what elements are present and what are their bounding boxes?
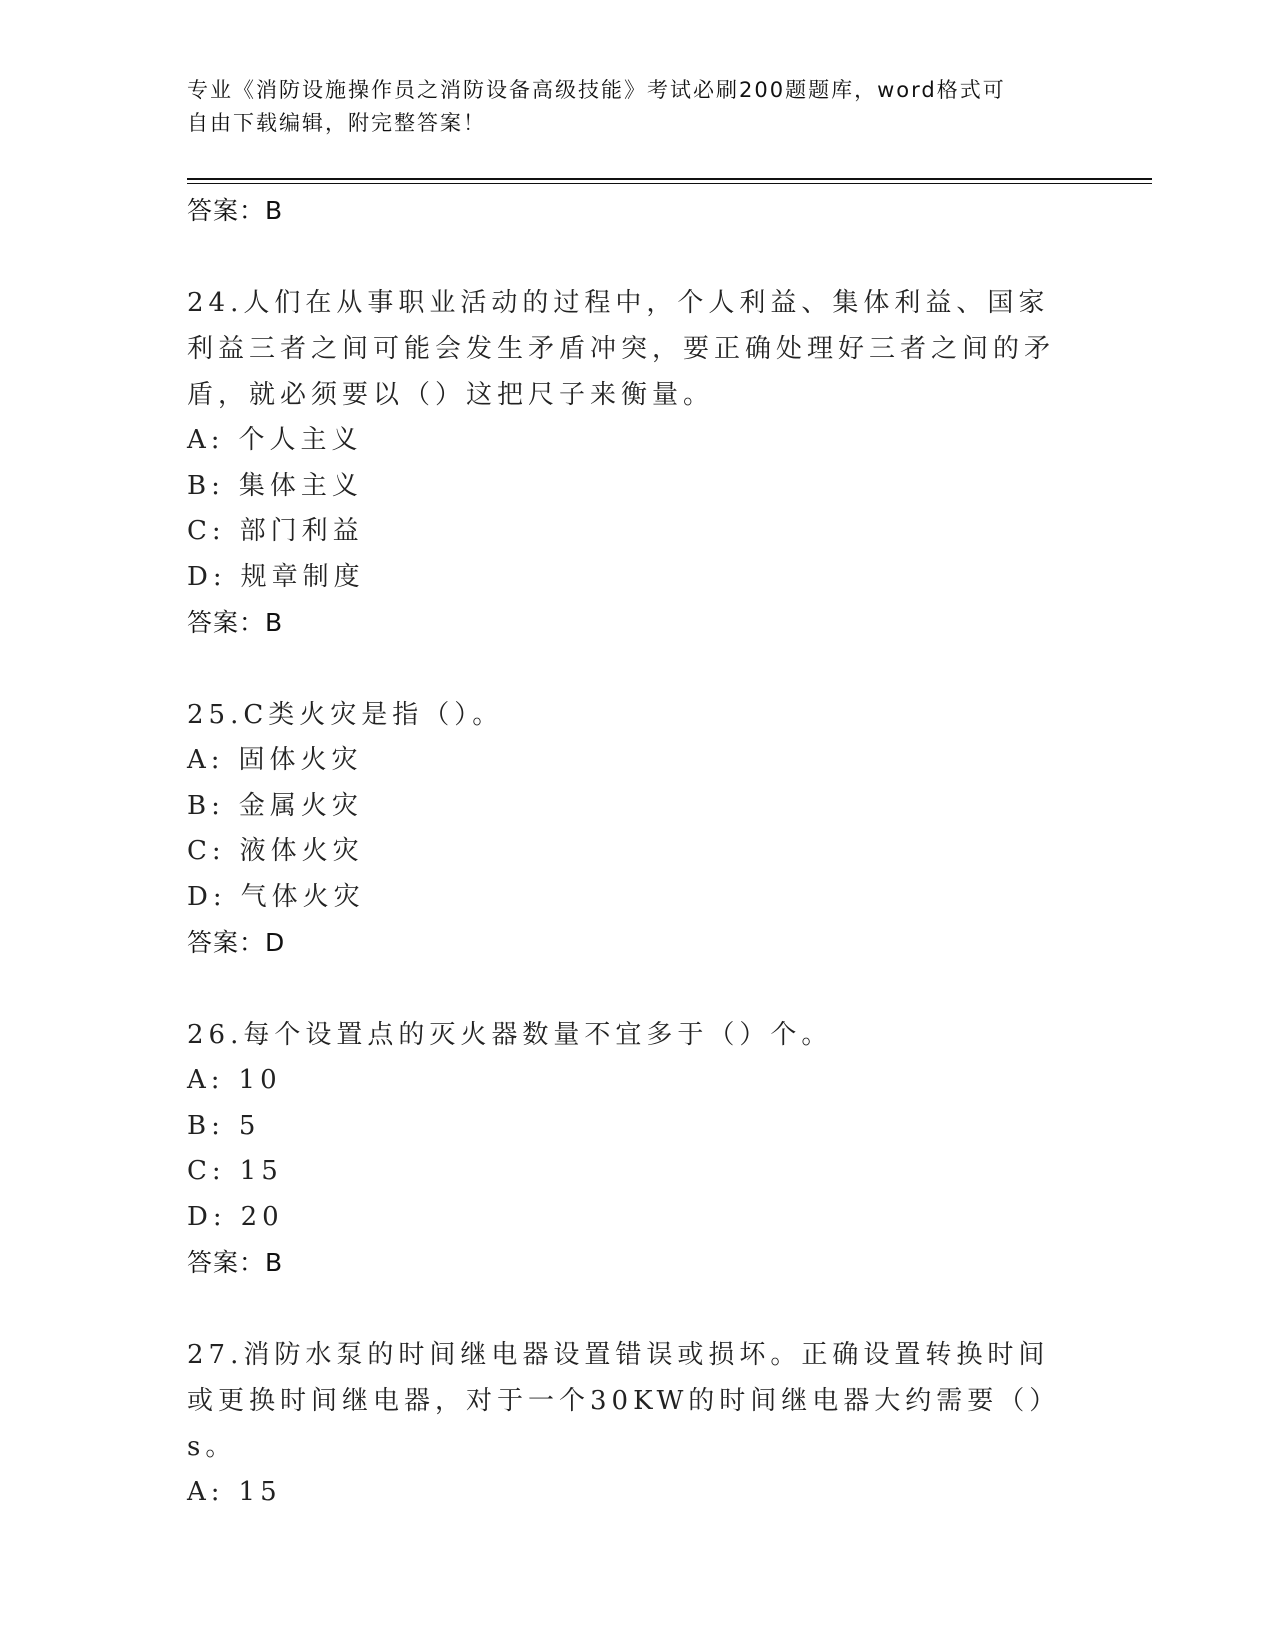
option-b [187,464,1077,510]
option-d [187,555,1077,601]
option-letter: D [187,561,213,592]
option-separator: : [212,561,227,592]
option-text: 15 [239,1156,283,1186]
header-line-2: 自由下载编辑，附完整答案！ [187,111,486,135]
option-a [187,1058,1077,1104]
option-text: 20 [240,1201,284,1232]
option-c [187,829,1077,875]
option-text: 10 [238,1065,282,1095]
answer-line: 答案：B [187,1248,284,1277]
option-separator: : [211,836,226,866]
option-letter: A [187,1477,211,1507]
answer-line: 答案：D [187,928,286,957]
option-letter: B [187,1110,212,1141]
option-separator: : [210,1065,225,1095]
option-text: 部门利益 [239,516,364,546]
header-divider-thick [187,178,1152,180]
option-text: 液体火灾 [239,836,364,866]
option-separator: : [211,790,225,821]
option-text: 固体火灾 [238,745,363,775]
option-separator: : [211,1110,225,1141]
option-letter: A [187,1065,211,1095]
option-separator: : [212,1201,227,1232]
option-letter: D [187,1201,213,1232]
question-text: 25.C类火灾是指（）。 [187,700,504,730]
answer-line: 答案：B [187,196,284,225]
option-a [187,738,1077,784]
option-letter: C [187,1156,212,1186]
option-separator: : [210,1477,225,1507]
option-letter: D [187,881,213,912]
question-item [187,692,1077,966]
option-a [187,1470,1077,1516]
document-header [187,74,1067,140]
question-text: 24.人们在从事职业活动的过程中，个人利益、集体利益、国家利益三者之间可能会发生矛盾冲突，要正确处理好三者之间的矛盾，就必须要以（）这把尺子来衡量。 [187,288,1056,410]
question-list [187,188,1077,1516]
option-separator: : [211,470,225,501]
header-line-1: 专业《消防设施操作员之消防设备高级技能》考试必刷200题题库，word格式可 [187,78,1006,102]
option-separator: : [211,1156,226,1186]
question-text: 26.每个设置点的灭火器数量不宜多于（）个。 [187,1020,833,1050]
option-letter: C [187,836,212,866]
option-c [187,1149,1077,1195]
question-item [187,280,1077,646]
option-text: 5 [238,1110,261,1141]
option-letter: A [187,425,211,455]
option-d [187,875,1077,921]
header-divider-thin [187,183,1152,184]
option-c [187,509,1077,555]
option-letter: A [187,745,211,775]
option-text: 个人主义 [238,425,363,455]
option-b [187,784,1077,830]
option-text: 集体主义 [238,470,363,501]
option-a [187,418,1077,464]
option-text: 规章制度 [240,561,365,592]
option-separator: : [211,516,226,546]
question-item [187,1332,1077,1516]
option-separator: : [210,425,225,455]
option-text: 气体火灾 [240,881,365,912]
option-separator: : [210,745,225,775]
option-letter: C [187,516,212,546]
option-d [187,1195,1077,1241]
option-separator: : [212,881,227,912]
option-text: 金属火灾 [238,790,363,821]
answer-line: 答案：B [187,608,284,637]
question-text: 27.消防水泵的时间继电器设置错误或损坏。正确设置转换时间或更换时间继电器，对于一个30KW的时间继电器大约需要（）s。 [187,1340,1061,1462]
option-letter: B [187,790,212,821]
option-text: 15 [238,1477,282,1507]
option-letter: B [187,470,212,501]
option-b [187,1104,1077,1150]
question-item [187,1012,1077,1286]
